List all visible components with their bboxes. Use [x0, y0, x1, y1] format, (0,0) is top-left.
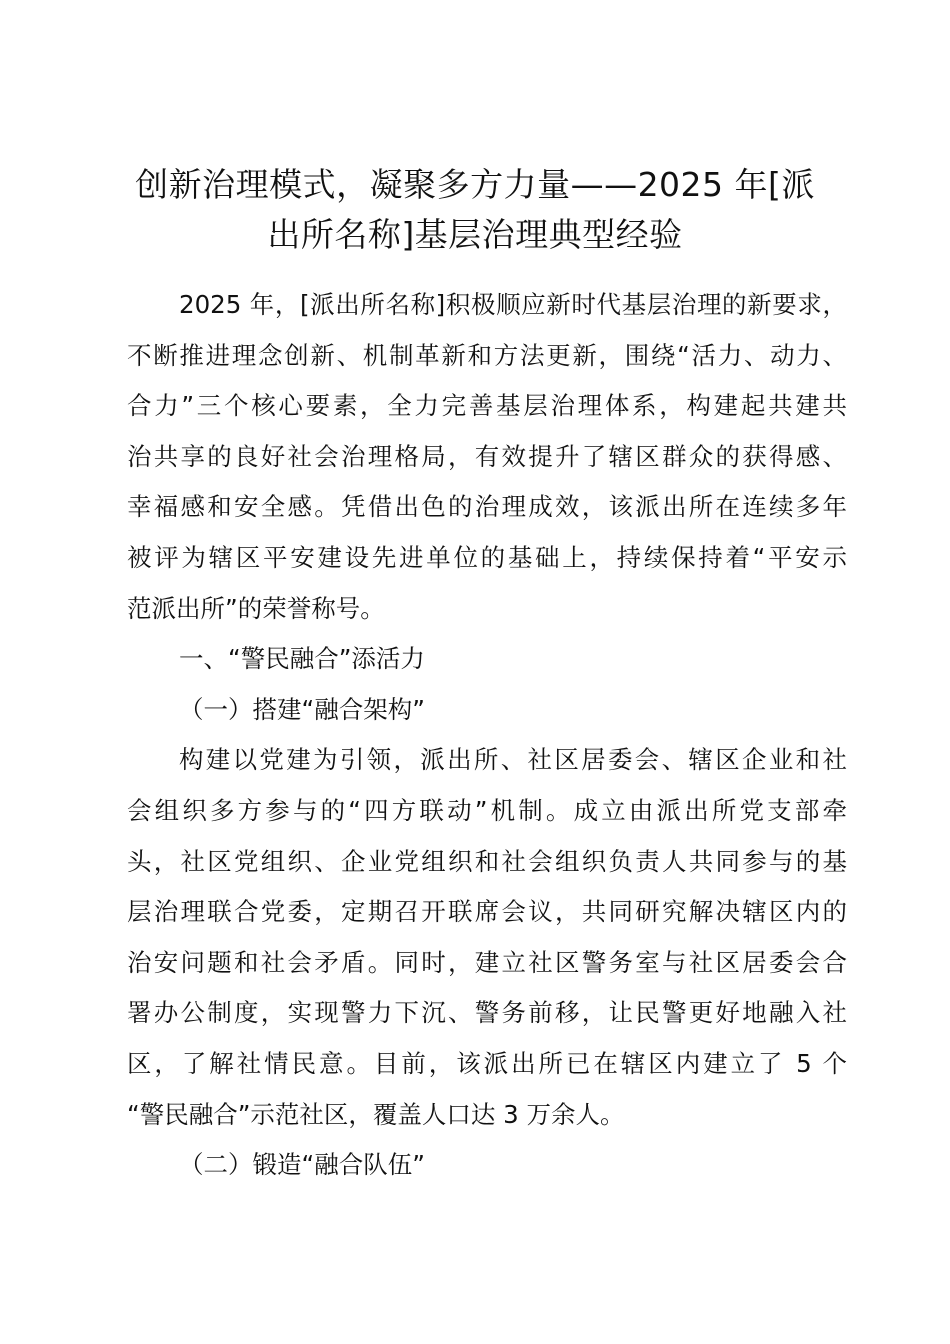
paragraph-line: 治共享的良好社会治理格局，有效提升了辖区群众的获得感、 — [127, 441, 847, 471]
paragraph-line: 被评为辖区平安建设先进单位的基础上，持续保持着“平安示 — [127, 542, 847, 572]
subsection-heading: （一）搭建“融合架构” — [179, 694, 425, 724]
paragraph-line: 治安问题和社会矛盾。同时，建立社区警务室与社区居委会合 — [127, 947, 847, 977]
title-line: 创新治理模式，凝聚多方力量——2025 年[派 — [135, 165, 815, 204]
paragraph-line: 会组织多方参与的“四方联动”机制。成立由派出所党支部牵 — [127, 795, 847, 825]
paragraph-line: 范派出所”的荣誉称号。 — [127, 593, 385, 623]
paragraph-line: 不断推进理念创新、机制革新和方法更新，围绕“活力、动力、 — [127, 340, 847, 370]
paragraph-line: “警民融合”示范社区，覆盖人口达 3 万余人。 — [127, 1099, 625, 1129]
paragraph-line: 合力”三个核心要素，全力完善基层治理体系，构建起共建共 — [127, 391, 847, 421]
paragraph-line: 区，了解社情民意。目前，该派出所已在辖区内建立了 5 个 — [127, 1048, 847, 1078]
title-line: 出所名称]基层治理典型经验 — [267, 215, 683, 254]
section-heading: 一、“警民融合”添活力 — [179, 644, 425, 674]
paragraph-line: 头，社区党组织、企业党组织和社会组织负责人共同参与的基 — [127, 846, 847, 876]
document-body — [127, 280, 847, 1191]
paragraph-line: 2025 年，[派出所名称]积极顺应新时代基层治理的新要求， — [179, 290, 847, 319]
document-title — [120, 160, 830, 260]
paragraph-line: 署办公制度，实现警力下沉、警务前移，让民警更好地融入社 — [127, 998, 847, 1028]
paragraph-line: 构建以党建为引领，派出所、社区居委会、辖区企业和社 — [179, 745, 847, 775]
paragraph-line: 层治理联合党委，定期召开联席会议，共同研究解决辖区内的 — [127, 897, 847, 927]
paragraph-line: 幸福感和安全感。凭借出色的治理成效，该派出所在连续多年 — [127, 492, 847, 522]
subsection-heading: （二）锻造“融合队伍” — [179, 1150, 425, 1180]
